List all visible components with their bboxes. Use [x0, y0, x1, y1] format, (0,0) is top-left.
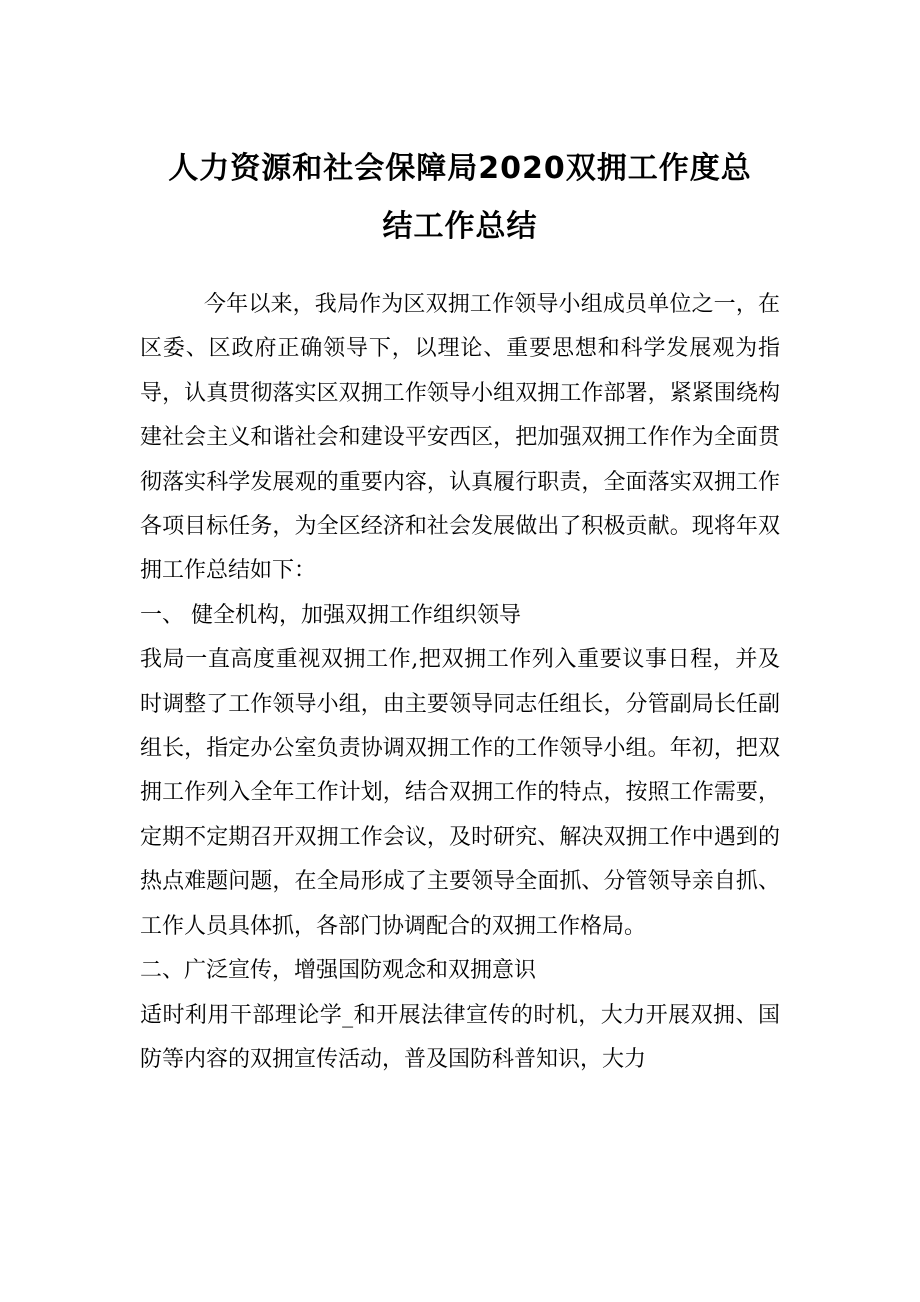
title-line-2: 结工作总结 — [382, 209, 538, 244]
intro-paragraph: 今年以来，我局作为区双拥工作领导小组成员单位之一，在区委、区政府正确领导下，以理论、重要思想和科学发展观为指导，认真贯彻落实区双拥工作领导小组双拥工作部署，紧紧围绕构建社会主义和谐社会和建设平安西区，把加强双拥工作作为全面贯彻落实科学发展观的重要内容，认真履行职责，全面落实双拥工作各项目标任务，为全区经济和社会发展做出了积极贡献。现将年双拥工作总结如下： — [140, 292, 780, 584]
section-heading-1: 一、 健全机构，加强双拥工作组织领导 — [140, 602, 521, 628]
section-2-paragraph: 适时利用干部理论学_和开展法律宣传的时机，大力开展双拥、国防等内容的双拥宣传活动，普及国防科普知识，大力 — [140, 1002, 780, 1072]
section-1-paragraph: 我局一直高度重视双拥工作,把双拥工作列入重要议事日程，并及时调整了工作领导小组，由主要领导同志任组长，分管副局长任副组长，指定办公室负责协调双拥工作的工作领导小组。年初，把双拥工作列入全年工作计划，结合双拥工作的特点，按照工作需要，定期不定期召开双拥工作会议，及时研究、解决双拥工作中遇到的热点难题问题，在全局形成了主要领导全面抓、分管领导亲自抓、工作人员具体抓，各部门协调配合的双拥工作格局。 — [140, 647, 780, 939]
title-line-1: 人力资源和社会保障局2020双拥工作度总 — [168, 151, 752, 186]
section-heading-2: 二、广泛宣传，增强国防观念和双拥意识 — [140, 958, 537, 984]
document-body — [140, 283, 780, 1082]
document-title — [140, 140, 780, 256]
